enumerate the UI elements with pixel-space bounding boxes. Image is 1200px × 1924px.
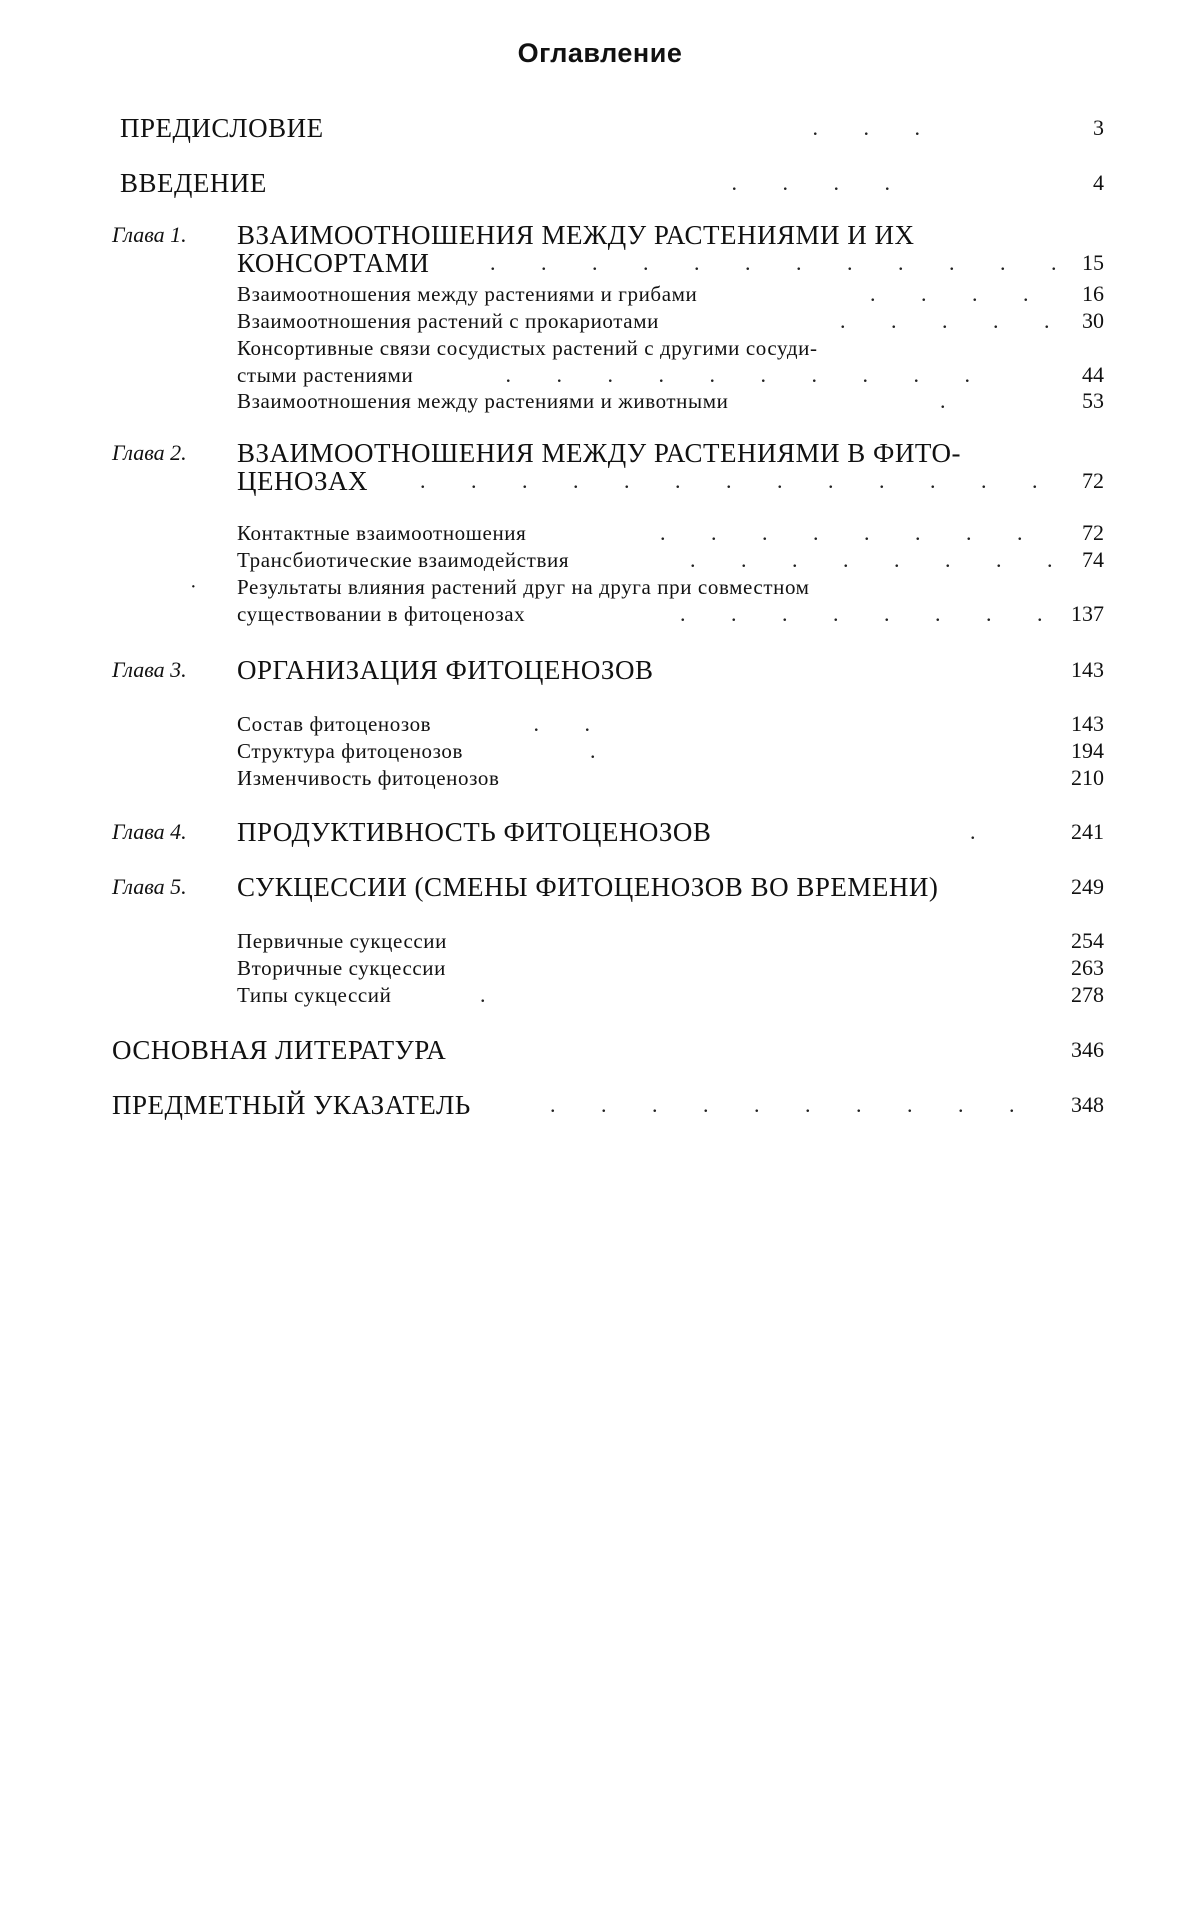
page-number: 263 [1071, 955, 1104, 980]
chapter-label: Глава 3. [112, 657, 187, 682]
toc-entry-title: ВЗАИМООТНОШЕНИЯ МЕЖДУ РАСТЕНИЯМИ И ИХ [237, 220, 915, 250]
dot-leader: . . . . . . . . . . [505, 362, 990, 387]
page-number: 254 [1071, 928, 1104, 953]
toc-entry-title: Первичные сукцессии [237, 929, 447, 953]
chapter-label: Глава 4. [112, 819, 187, 844]
toc-entry-title: Результаты влияния растений друг на друга при совместном [237, 575, 810, 599]
dot-leader: . . . . . . . . [680, 601, 1063, 626]
page-number: 53 [1082, 388, 1104, 413]
page-number: 4 [1093, 170, 1104, 195]
page-number: 72 [1082, 468, 1104, 493]
toc-entry-title: Контактные взаимоотношения [237, 521, 527, 545]
page-number: 194 [1071, 738, 1104, 763]
chapter-label: Глава 2. [112, 440, 187, 465]
page-number: 210 [1071, 765, 1104, 790]
toc-entry-title: ПРОДУКТИВНОСТЬ ФИТОЦЕНОЗОВ [237, 817, 712, 847]
dot-leader: . . . . . . . . [660, 520, 1043, 545]
dot-leader: . . . . [731, 170, 910, 195]
dot-leader: . [590, 738, 616, 763]
toc-entry-title: ОРГАНИЗАЦИЯ ФИТОЦЕНОЗОВ [237, 655, 654, 685]
page-number: 137 [1071, 601, 1104, 626]
toc-entry-title: СУКЦЕССИИ (СМЕНЫ ФИТОЦЕНОЗОВ ВО ВРЕМЕНИ) [237, 872, 939, 902]
toc-entry-title: стыми растениями [237, 363, 414, 387]
dot-leader: . . . . . [840, 308, 1070, 333]
dot-leader: . . . [812, 115, 940, 140]
toc-entry-title: КОНСОРТАМИ [237, 248, 430, 278]
toc-entry-title: Изменчивость фитоценозов [237, 766, 500, 790]
page-number: 241 [1071, 819, 1104, 844]
dot-leader: . [940, 388, 966, 413]
toc-entry-title: ПРЕДИСЛОВИЕ [120, 113, 324, 143]
toc-entry-title: Состав фитоценозов [237, 712, 432, 736]
toc-entry-title: существовании в фитоценозах [237, 602, 526, 626]
chapter-label: Глава 5. [112, 874, 187, 899]
toc-entry-title: Взаимоотношения растений с прокариотами [237, 309, 659, 333]
page-title: Оглавление [517, 38, 683, 68]
page-number: 74 [1082, 547, 1104, 572]
toc-entry-title: ОСНОВНАЯ ЛИТЕРАТУРА [112, 1035, 447, 1065]
dot-leader: . . . . . . . . . . [550, 1092, 1035, 1117]
dot-leader: . . [533, 711, 610, 736]
toc-entry-title: Взаимоотношения между растениями и животными [237, 389, 729, 413]
page-number: 72 [1082, 520, 1104, 545]
page-number: 15 [1082, 250, 1104, 275]
page-number: 44 [1082, 362, 1104, 387]
page-number: 143 [1071, 657, 1104, 682]
page-number: 278 [1071, 982, 1104, 1007]
toc-entry-title: Трансбиотические взаимодействия [237, 548, 570, 572]
page-number: 3 [1093, 115, 1104, 140]
toc-entry-title: ПРЕДМЕТНЫЙ УКАЗАТЕЛЬ [112, 1090, 471, 1120]
toc-entry-title: Консортивные связи сосудистых растений с другими сосуди- [237, 336, 818, 360]
toc-entry-title: Взаимоотношения между растениями и грибами [237, 282, 698, 306]
dot-leader: . . . . . . . . . . . . . [420, 468, 1058, 493]
toc-entry-title: ВЗАИМООТНОШЕНИЯ МЕЖДУ РАСТЕНИЯМИ В ФИТО- [237, 438, 962, 468]
toc-entry-title: Структура фитоценозов [237, 739, 464, 763]
dot-leader: . [970, 819, 996, 844]
toc-entry-title: ЦЕНОЗАХ [237, 466, 369, 496]
dot-leader: . . . . [870, 281, 1049, 306]
dot-leader: . . . . . . . . . . . . [490, 250, 1077, 275]
toc-entry-title: ВВЕДЕНИЕ [120, 168, 267, 198]
dot-leader: . . . . . . . . [690, 547, 1073, 572]
page-number: 346 [1071, 1037, 1104, 1062]
page-number: 16 [1082, 281, 1104, 306]
toc-entry-title: Вторичные сукцессии [237, 956, 446, 980]
page-number: 143 [1071, 711, 1104, 736]
chapter-label: Глава 1. [112, 222, 187, 247]
page-number: 249 [1071, 874, 1104, 899]
dot-leader: . [480, 982, 506, 1007]
page-number: 348 [1071, 1092, 1104, 1117]
page-number: 30 [1082, 308, 1104, 333]
stray-mark: · [190, 576, 197, 598]
toc-entry-title: Типы сукцессий [237, 983, 392, 1007]
